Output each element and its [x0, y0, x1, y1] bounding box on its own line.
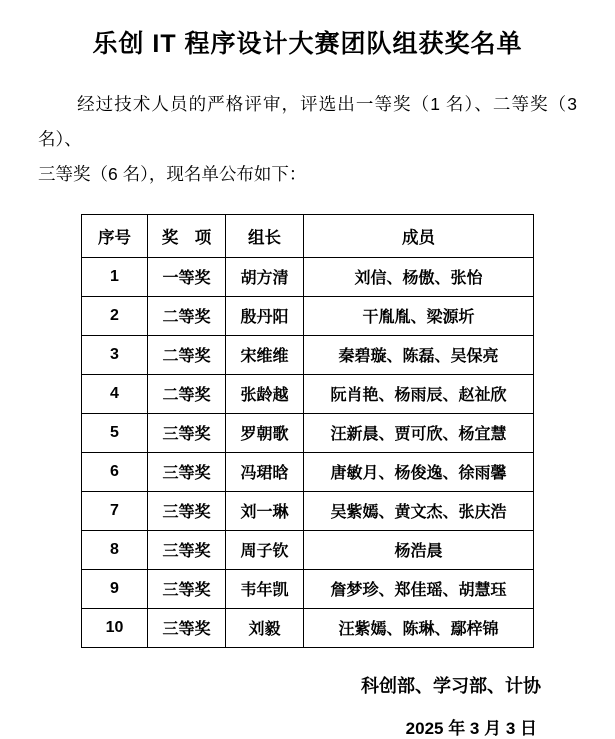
cell-award: 三等奖: [148, 608, 226, 647]
cell-no: 7: [82, 491, 148, 530]
cell-leader: 冯珺晗: [226, 452, 304, 491]
table-row: [82, 569, 534, 608]
cell-award: 三等奖: [148, 569, 226, 608]
cell-award: 三等奖: [148, 491, 226, 530]
table-row: [82, 491, 534, 530]
cell-members: 汪新晨、贾可欣、杨宜慧: [304, 413, 534, 452]
cell-members: 杨浩晨: [304, 530, 534, 569]
column-header-leader: 组长: [226, 214, 304, 257]
cell-leader: 胡方清: [226, 257, 304, 296]
cell-award: 三等奖: [148, 413, 226, 452]
table-row: [82, 530, 534, 569]
table-header-row: [82, 214, 534, 257]
cell-no: 1: [82, 257, 148, 296]
cell-no: 9: [82, 569, 148, 608]
cell-no: 10: [82, 608, 148, 647]
cell-no: 2: [82, 296, 148, 335]
table-row: [82, 335, 534, 374]
cell-award: 二等奖: [148, 296, 226, 335]
cell-leader: 张龄越: [226, 374, 304, 413]
signature-departments: 科创部、学习部、计协: [361, 675, 541, 696]
cell-leader: 韦年凯: [226, 569, 304, 608]
table-row: [82, 374, 534, 413]
intro-line-2: 三等奖（6 名），现名单公布如下：: [38, 163, 307, 184]
cell-members: 阮肖艳、杨雨辰、赵祉欣: [304, 374, 534, 413]
column-header-award: 奖 项: [148, 214, 226, 257]
cell-leader: 罗朝歌: [226, 413, 304, 452]
cell-no: 3: [82, 335, 148, 374]
cell-leader: 殷丹阳: [226, 296, 304, 335]
cell-no: 8: [82, 530, 148, 569]
cell-leader: 刘一琳: [226, 491, 304, 530]
column-header-no: 序号: [82, 214, 148, 257]
cell-no: 4: [82, 374, 148, 413]
signature-date: 2025 年 3 月 3 日: [405, 718, 537, 738]
table-row: [82, 608, 534, 647]
cell-leader: 宋维维: [226, 335, 304, 374]
table-row: [82, 257, 534, 296]
cell-award: 三等奖: [148, 452, 226, 491]
cell-members: 汪紫嫣、陈琳、鄢梓锦: [304, 608, 534, 647]
cell-members: 刘信、杨傲、张怡: [304, 257, 534, 296]
page-title: 乐创 IT 程序设计大赛团队组获奖名单: [92, 30, 523, 58]
cell-no: 5: [82, 413, 148, 452]
award-table: [81, 214, 534, 648]
cell-leader: 周子钦: [226, 530, 304, 569]
table-row: [82, 413, 534, 452]
cell-award: 二等奖: [148, 374, 226, 413]
intro-line-1: 经过技术人员的严格评审，评选出一等奖（1 名）、二等奖（3 名）、: [38, 93, 577, 149]
column-header-members: 成员: [304, 214, 534, 257]
cell-members: 干胤胤、梁源圻: [304, 296, 534, 335]
table-row: [82, 452, 534, 491]
cell-members: 唐敏月、杨俊逸、徐雨馨: [304, 452, 534, 491]
cell-award: 二等奖: [148, 335, 226, 374]
table-row: [82, 296, 534, 335]
cell-award: 三等奖: [148, 530, 226, 569]
cell-members: 詹梦珍、郑佳瑶、胡慧珏: [304, 569, 534, 608]
cell-award: 一等奖: [148, 257, 226, 296]
signature-block: [38, 672, 577, 739]
cell-members: 秦碧璇、陈磊、吴保亮: [304, 335, 534, 374]
cell-members: 吴紫嫣、黄文杰、张庆浩: [304, 491, 534, 530]
cell-leader: 刘毅: [226, 608, 304, 647]
cell-no: 6: [82, 452, 148, 491]
intro-paragraph: [38, 87, 577, 192]
